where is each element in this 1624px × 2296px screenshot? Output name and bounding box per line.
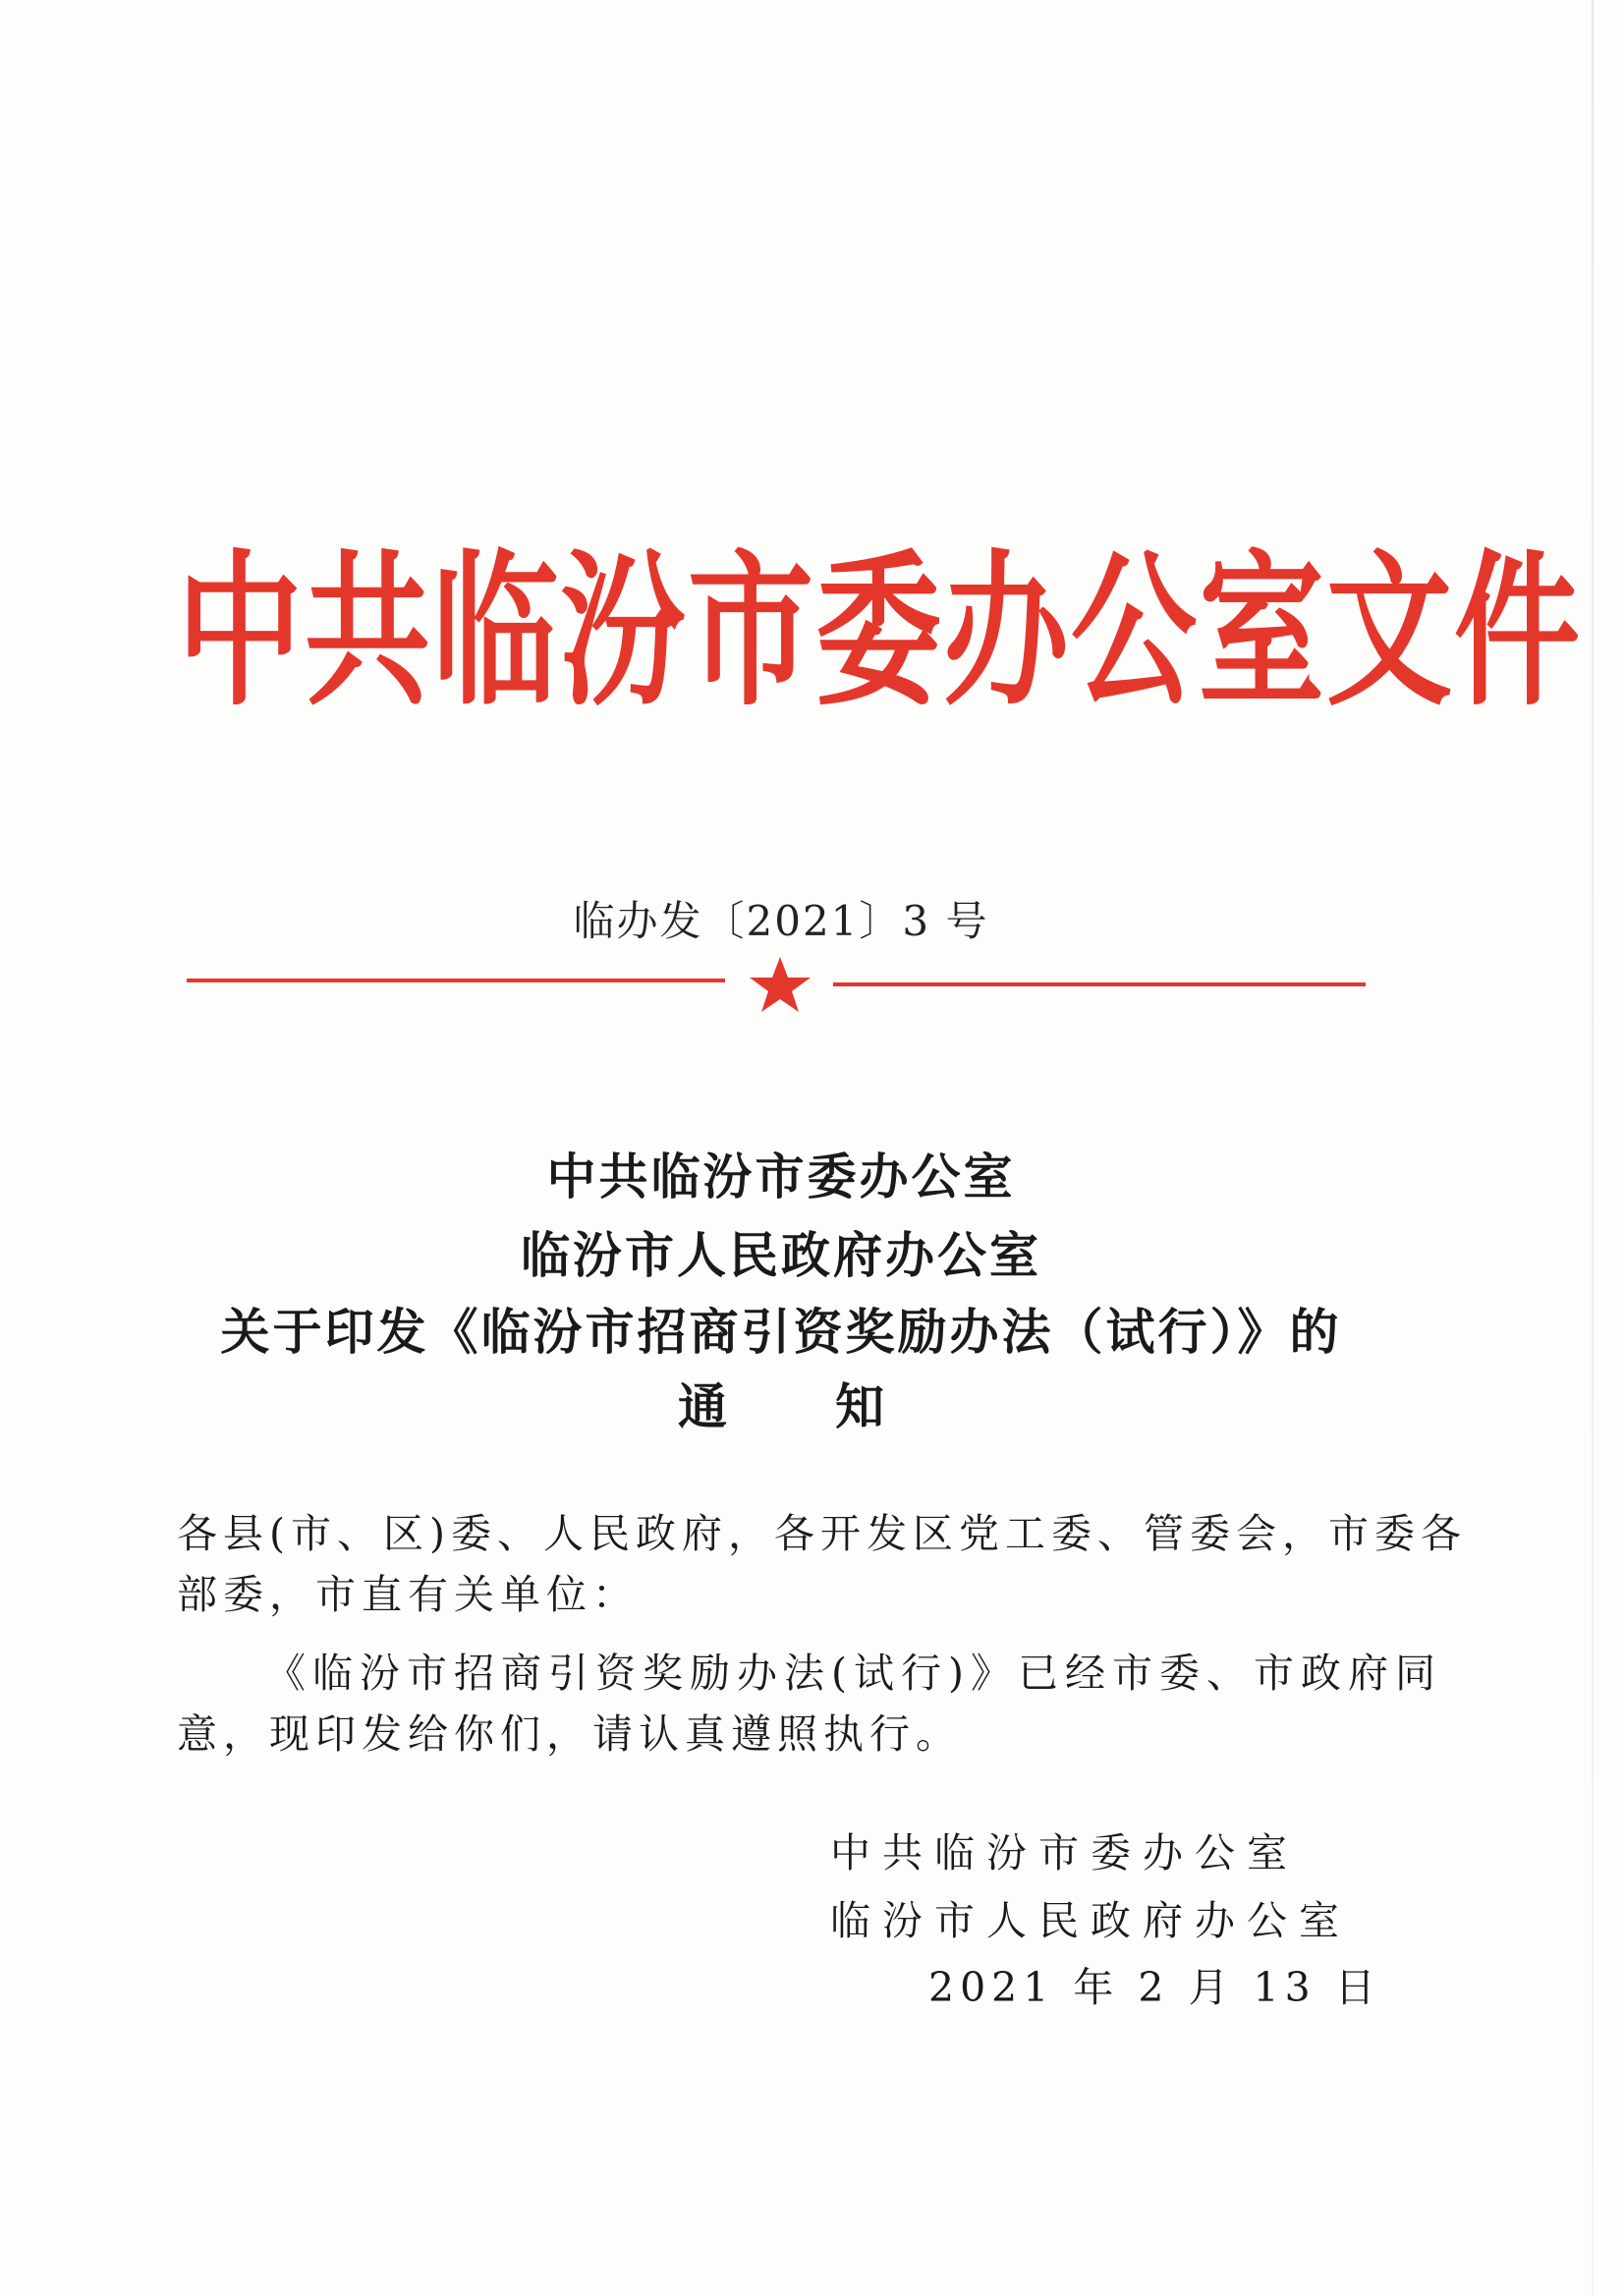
signature-org-2: 临汾市人民政府办公室: [830, 1897, 1351, 1944]
red-rule-right: [833, 982, 1366, 986]
title-char-tong: 通: [678, 1377, 727, 1435]
recipients-line-1: 各县(市、区)委、人民政府，各开发区党工委、管委会，市委各: [177, 1510, 1467, 1557]
red-star-icon: [747, 955, 813, 1014]
document-number: 临办发〔2021〕3 号: [573, 897, 989, 945]
title-char-zhi: 知: [835, 1377, 884, 1435]
content-line-1: 《临汾市招商引资奖励办法(试行)》已经市委、市政府同: [265, 1650, 1442, 1697]
page-edge-shadow: [1592, 0, 1594, 2296]
title-line-4: [0, 1368, 1562, 1438]
title-line-2: 临汾市人民政府办公室: [521, 1226, 1041, 1284]
title-line-1: 中共临汾市委办公室: [546, 1148, 1016, 1205]
content-line-2: 意，现印发给你们，请认真遵照执行。: [177, 1710, 962, 1758]
recipients-line-2: 部委，市直有关单位：: [177, 1571, 639, 1618]
red-rule-left: [187, 979, 725, 982]
signature-date: 2021 年 2 月 13 日: [928, 1964, 1381, 2011]
title-line-3: 关于印发《临汾市招商引资奖励办法（试行）》的: [220, 1303, 1342, 1361]
signature-org-1: 中共临汾市委办公室: [830, 1829, 1299, 1876]
document-masthead: 中共临汾市委办公室文件: [177, 535, 1583, 730]
